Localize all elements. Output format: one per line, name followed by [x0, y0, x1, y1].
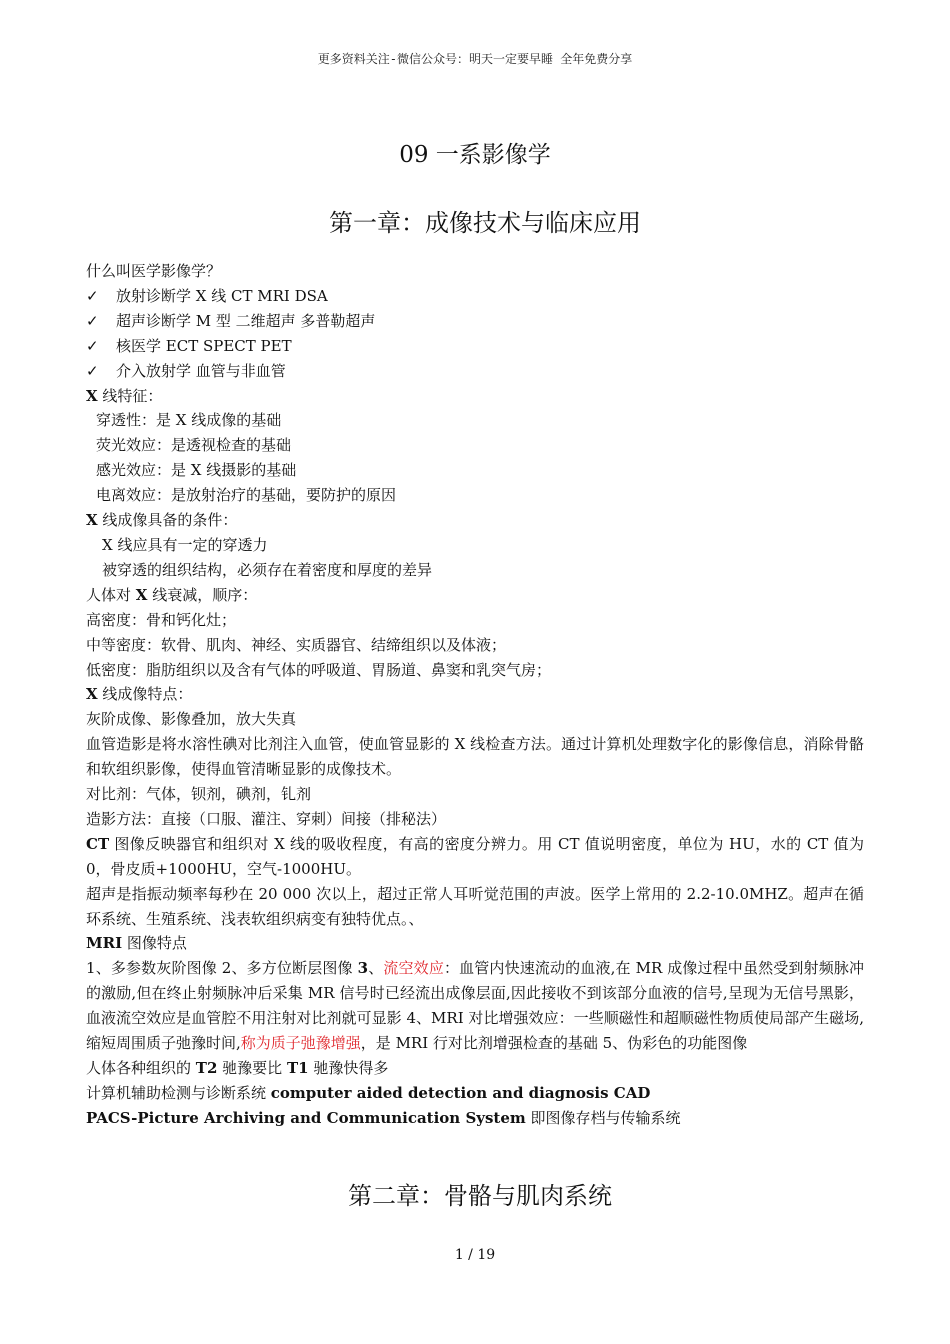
checklist-item: ✓ 超声诊断学 M 型 二维超声 多普勒超声: [86, 309, 864, 334]
density-line: 低密度：脂肪组织以及含有气体的呼吸道、胃肠道、鼻窦和乳突气房；: [86, 660, 552, 679]
checklist-item: ✓ 核医学 ECT SPECT PET: [86, 334, 864, 359]
chapter-1-heading: 第一章：成像技术与临床应用: [329, 209, 641, 237]
page-number: 1 / 19: [454, 1247, 496, 1263]
main-content: [86, 259, 864, 1131]
mri-paragraph: 1、多参数灰阶图像 2、多方位断层图像 3、流空效应：血管内快速流动的血液,在 MR 成像过程中虽然受到射频脉冲的激励,但在终止射频脉冲后采集 MR 信号时已经流出成像层面,因此接收不到该部分血液的信号,呈现为无信号黑影，血液流空效应是血管腔不用注射对比剂就可显影 4、MRI 对比增强效应：一些顺磁性和超顺磁性物质使局部产生磁场,缩短周围质子弛豫时间,称为质子弛豫增强，是 MRI 行对比剂增强检查的基础 5、伪彩色的功能图像: [86, 959, 864, 1053]
section-heading-xray-conditions: X 线成像具备的条件：: [86, 511, 238, 530]
angiography-paragraph: 血管造影是将水溶性碘对比剂注入血管，使血管显影的 X 线检查方法。通过计算机处理数字化的影像信息，消除骨骼和软组织影像，使得血管清晰显影的成像技术。: [86, 735, 864, 779]
list-item: 感光效应：是 X 线摄影的基础: [96, 461, 297, 480]
page-header: 更多资料关注-微信公众号：明天一定要早睡 全年免费分享: [317, 52, 633, 66]
checkmark-icon: ✓: [86, 361, 99, 380]
pacs-line: PACS-Picture Archiving and Communication System 即图像存档与传输系统: [86, 1108, 681, 1127]
density-line: 中等密度：软骨、肌肉、神经、实质器官、结缔组织以及体液；: [86, 635, 507, 654]
list-item: 电离效应：是放射治疗的基础，要防护的原因: [96, 486, 397, 505]
ct-paragraph: CT 图像反映器官和组织对 X 线的吸收程度，有高的密度分辨力。用 CT 值说明密度，单位为 HU，水的 CT 值为 0，骨皮质+1000HU，空气-1000HU。: [86, 834, 864, 878]
list-item: X 线应具有一定的穿透力: [102, 535, 268, 554]
highlight-flow-void: 流空效应: [383, 959, 444, 978]
cad-line: 计算机辅助检测与诊断系统 computer aided detection and diagnosis CAD: [86, 1083, 651, 1102]
intro-question: 什么叫医学影像学？: [86, 262, 222, 280]
highlight-proton-relaxation: 称为质子弛豫增强: [240, 1034, 361, 1053]
ultrasound-paragraph: 超声是指振动频率每秒在 20 000 次以上，超过正常人耳听觉范围的声波。医学上常用的 2.2-10.0MHZ。超声在循环系统、生殖系统、浅表软组织病变有独特优点。、: [86, 884, 864, 928]
relaxation-line: 人体各种组织的 T2 驰豫要比 T1 驰豫快得多: [86, 1059, 389, 1077]
section-heading-xray-imaging: X 线成像特点：: [86, 685, 193, 704]
checkmark-icon: ✓: [86, 336, 99, 355]
checklist-item: ✓ 介入放射学 血管与非血管: [86, 359, 864, 384]
document-title: 09 一系影像学: [399, 142, 551, 168]
contrast-line: 对比剂：气体，钡剂，碘剂，钆剂: [86, 785, 312, 804]
attenuation-heading: 人体对 X 线衰减，顺序：: [86, 585, 258, 604]
density-line: 高密度：骨和钙化灶；: [86, 610, 237, 629]
checkmark-icon: ✓: [86, 286, 99, 305]
list-item: 荧光效应：是透视检查的基础: [96, 436, 292, 455]
list-item: 被穿透的组织结构，必须存在着密度和厚度的差异: [102, 560, 433, 579]
section-heading-xray-features: X 线特征：: [86, 386, 163, 405]
checkmark-icon: ✓: [86, 311, 99, 330]
methods-line: 造影方法：直接（口服、灌注、穿刺）间接（排秘法）: [86, 809, 447, 828]
chapter-2-heading: 第二章：骨骼与肌肉系统: [348, 1182, 612, 1210]
section-heading-mri: MRI 图像特点: [86, 934, 187, 953]
list-item: 穿透性：是 X 线成像的基础: [96, 411, 282, 430]
checklist-item: ✓ 放射诊断学 X 线 CT MRI DSA: [86, 284, 864, 309]
text-line: 灰阶成像、影像叠加，放大失真: [86, 710, 297, 729]
